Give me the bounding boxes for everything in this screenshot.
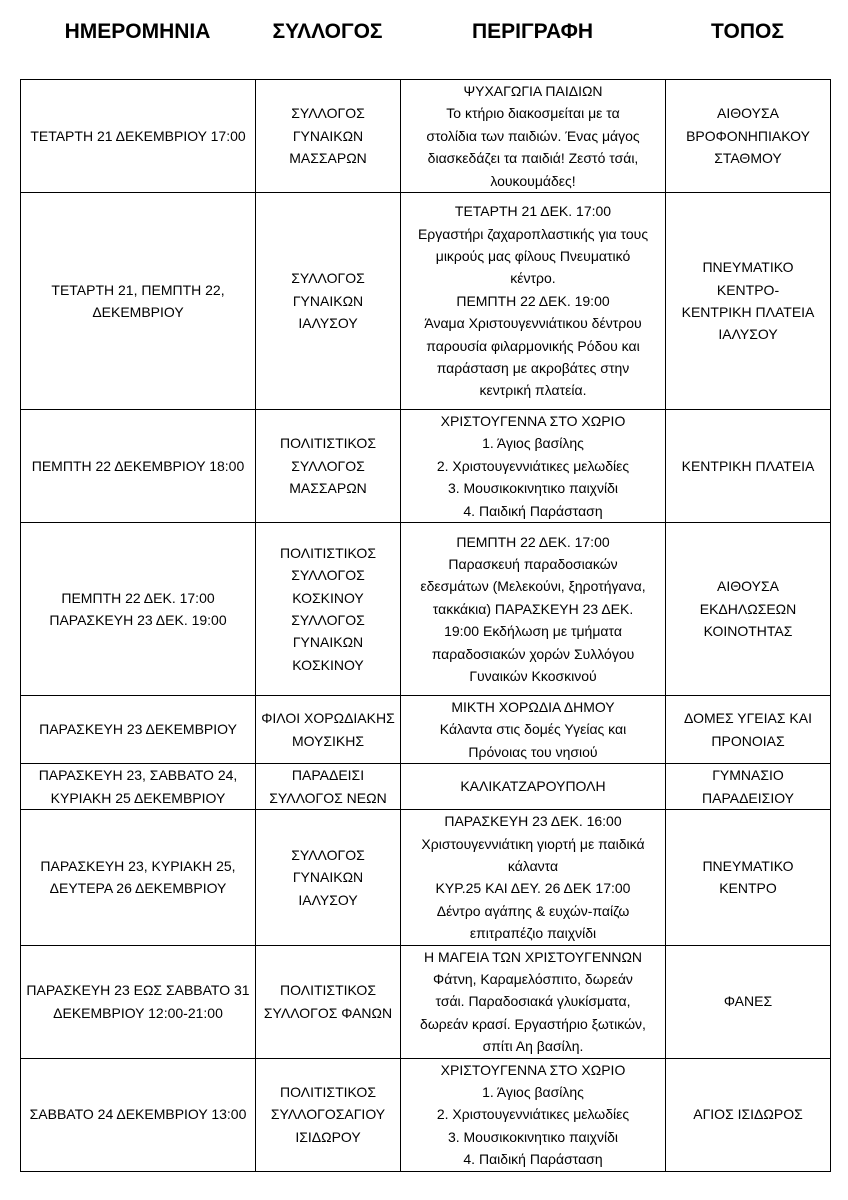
cell-text-line: κεντρική πλατεία. <box>479 382 587 399</box>
cell-text-line: ΠΕΜΠΤΗ 22 ΔΕΚ. 19:00 <box>456 292 610 309</box>
cell-text-line: παράσταση με ακροβάτες στην <box>436 360 630 377</box>
place-cell <box>666 523 831 696</box>
club-cell <box>256 945 401 1058</box>
cell-text-line: ΔΕΥΤΕΡΑ 26 ΔΕΚΕΜΒΡΙΟΥ <box>49 880 227 897</box>
events-table-body <box>21 80 831 1172</box>
cell-text-line: επιτραπέζιο παιχνίδι <box>469 925 597 942</box>
description-cell <box>401 1058 666 1171</box>
cell-text-line: ΣΤΑΘΜΟΥ <box>714 150 782 167</box>
cell-text-line: ΑΓΙΟΣ ΙΣΙΔΩΡΟΣ <box>693 1106 803 1123</box>
cell-text-line: ΚΟΣΚΙΝΟΥ <box>292 589 364 606</box>
cell-text-line: 1. Άγιος βασίλης <box>482 435 584 452</box>
cell-text-line: ΠΡΟΝΟΙΑΣ <box>711 732 785 749</box>
cell-text-line: σπίτι Αη βασίλη. <box>482 1038 584 1055</box>
cell-text-line: ΚΟΣΚΙΝΟΥ <box>292 656 364 673</box>
cell-text-line: παραδοσιακών χορών Συλλόγου <box>431 645 635 662</box>
place-cell <box>666 1058 831 1171</box>
table-row <box>21 764 831 810</box>
cell-text-line: ΚΥΡ.25 ΚΑΙ ΔΕΥ. 26 ΔΕΚ 17:00 <box>435 880 631 897</box>
cell-text-line: ΤΕΤΑΡΤΗ 21, ΠΕΜΠΤΗ 22, <box>51 281 225 298</box>
cell-text-line: ΦΑΝΕΣ <box>723 993 773 1010</box>
cell-text-line: ΜΑΣΣΑΡΩΝ <box>289 150 367 167</box>
description-cell <box>401 193 666 410</box>
cell-text-line: ΔΟΜΕΣ ΥΓΕΙΑΣ ΚΑΙ <box>684 710 812 727</box>
place-cell <box>666 193 831 410</box>
cell-text-line: ΣΥΛΛΟΓΟΣ <box>291 612 365 629</box>
club-cell <box>256 193 401 410</box>
cell-text-line: ΓΥΝΑΙΚΩΝ <box>292 292 364 309</box>
cell-text-line: ΜΑΣΣΑΡΩΝ <box>289 480 367 497</box>
header-description: ΠΕΡΙΓΡΑΦΗ <box>471 20 594 43</box>
cell-text-line: ΨΥΧΑΓΩΓΙΑ ΠΑΙΔΙΩΝ <box>463 83 603 99</box>
club-cell <box>256 764 401 810</box>
club-cell <box>256 810 401 945</box>
cell-text-line: ΤΕΤΑΡΤΗ 21 ΔΕΚΕΜΒΡΙΟΥ 17:00 <box>30 127 246 144</box>
club-cell <box>256 696 401 764</box>
date-cell <box>21 810 256 945</box>
cell-text-line: 19:00 Εκδήλωση με τμήματα <box>444 623 622 640</box>
cell-text-line: ΣΥΛΛΟΓΟΣ <box>291 846 365 863</box>
cell-text-line: 3. Μουσικοκινητικο παιχνίδι <box>447 480 619 497</box>
description-cell <box>401 696 666 764</box>
events-table <box>20 79 831 1172</box>
cell-text-line: 2. Χριστουγεννιάτικες μελωδίες <box>436 457 630 474</box>
club-cell <box>256 80 401 193</box>
cell-text-line: ΣΥΛΛΟΓΟΣ <box>291 457 365 474</box>
table-row <box>21 410 831 523</box>
cell-text-line: Πρόνοιας του νησιού <box>468 743 598 760</box>
cell-text-line: 4. Παιδική Παράσταση <box>463 502 603 519</box>
cell-text-line: 1. Άγιος βασίλης <box>482 1083 584 1100</box>
cell-text-line: ΣΥΛΛΟΓΟΣΑΓΙΟΥ <box>270 1106 386 1123</box>
cell-text-line: ΒΡΟΦΟΝΗΠΙΑΚΟΥ <box>686 127 810 144</box>
cell-text-line: ΔΕΚΕΜΒΡΙΟΥ 12:00-21:00 <box>53 1004 223 1021</box>
cell-text-line: Άναμα Χριστουγεννιάτικου δέντρου <box>424 315 642 332</box>
table-row <box>21 80 831 193</box>
cell-text-line: ΜΙΚΤΗ ΧΟΡΩΔΙΑ ΔΗΜΟΥ <box>451 699 615 716</box>
column-headers <box>0 20 848 50</box>
cell-text-line: ΙΑΛΥΣΟΥ <box>718 326 778 343</box>
cell-text-line: ΠΑΡΑΣΚΕΥΗ 23, ΚΥΡΙΑΚΗ 25, <box>40 857 236 874</box>
cell-text-line: ΣΥΛΛΟΓΟΣ <box>291 567 365 584</box>
cell-text-line: Κάλαντα στις δομές Υγείας και <box>439 721 627 738</box>
cell-text-line: ΠΑΡΑΣΚΕΥΗ 23 ΔΕΚΕΜΒΡΙΟΥ <box>39 721 237 738</box>
cell-text-line: ΚΕΝΤΡΙΚΗ ΠΛΑΤΕΙΑ <box>681 304 815 321</box>
date-cell <box>21 410 256 523</box>
description-cell <box>401 80 666 193</box>
cell-text-line: ΠΝΕΥΜΑΤΙΚΟ <box>702 857 794 874</box>
cell-text-line: διασκεδάζει τα παιδιά! Ζεστό τσάι, <box>427 150 639 167</box>
cell-text-line: 4. Παιδική Παράσταση <box>463 1151 603 1168</box>
cell-text-line: 2. Χριστουγεννιάτικες μελωδίες <box>436 1106 630 1123</box>
cell-text-line: ΚΕΝΤΡΟ <box>719 880 777 897</box>
place-cell <box>666 810 831 945</box>
cell-text-line: ΦΙΛΟΙ ΧΟΡΩΔΙΑΚΗΣ <box>261 710 395 727</box>
date-cell <box>21 1058 256 1171</box>
cell-text-line: Εργαστήρι ζαχαροπλαστικής για τους <box>417 225 649 242</box>
cell-text-line: τσάι. Παραδοσιακά γλυκίσματα, <box>435 993 631 1010</box>
cell-text-line: ΣΥΛΛΟΓΟΣ <box>291 270 365 287</box>
cell-text-line: ΠΝΕΥΜΑΤΙΚΟ <box>702 259 794 276</box>
cell-text-line: στολίδια των παιδιών. Ένας μάγος <box>426 127 640 144</box>
club-cell <box>256 410 401 523</box>
cell-text-line: ΠΟΛΙΤΙΣΤΙΚΟΣ <box>280 982 376 999</box>
cell-text-line: Δέντρο αγάπης & ευχών-παίζω <box>436 902 630 919</box>
cell-text-line: ΜΟΥΣΙΚΗΣ <box>291 732 365 749</box>
cell-text-line: ΠΕΜΠΤΗ 22 ΔΕΚ. 17:00 <box>456 533 610 550</box>
cell-text-line: ΤΕΤΑΡΤΗ 21 ΔΕΚ. 17:00 <box>454 203 612 220</box>
cell-text-line: μικρούς μας φίλους Πνευματικό <box>435 248 631 265</box>
cell-text-line: ΔΕΚΕΜΒΡΙΟΥ <box>92 304 184 321</box>
cell-text-line: τακκάκια) ΠΑΡΑΣΚΕΥΗ 23 ΔΕΚ. <box>432 600 634 617</box>
description-cell <box>401 945 666 1058</box>
place-cell <box>666 80 831 193</box>
place-cell <box>666 945 831 1058</box>
cell-text-line: ΠΟΛΙΤΙΣΤΙΚΟΣ <box>280 435 376 452</box>
cell-text-line: κέντρο. <box>510 270 556 287</box>
cell-text-line: ΑΙΘΟΥΣΑ <box>717 105 779 122</box>
cell-text-line: ΠΟΛΙΤΙΣΤΙΚΟΣ <box>280 1083 376 1100</box>
table-row <box>21 945 831 1058</box>
cell-text-line: ΚΥΡΙΑΚΗ 25 ΔΕΚΕΜΒΡΙΟΥ <box>50 789 226 806</box>
table-row <box>21 193 831 410</box>
cell-text-line: ΠΑΡΑΣΚΕΥΗ 23 ΔΕΚ. 19:00 <box>49 612 227 629</box>
place-cell <box>666 410 831 523</box>
table-row <box>21 1058 831 1171</box>
club-cell <box>256 523 401 696</box>
cell-text-line: Χριστουγεννιάτικη γιορτή με παιδικά <box>421 835 645 852</box>
date-cell <box>21 696 256 764</box>
cell-text-line: λουκουμάδες! <box>490 172 576 189</box>
description-cell <box>401 410 666 523</box>
cell-text-line: ΙΣΙΔΩΡΟΥ <box>295 1128 361 1145</box>
cell-text-line: ΙΑΛΥΣΟΥ <box>298 315 358 332</box>
description-cell <box>401 523 666 696</box>
description-cell <box>401 764 666 810</box>
cell-text-line: ΕΚΔΗΛΩΣΕΩΝ <box>699 600 797 617</box>
cell-text-line: ΙΑΛΥΣΟΥ <box>298 891 358 908</box>
cell-text-line: ΣΥΛΛΟΓΟΣ ΝΕΩΝ <box>269 789 387 806</box>
cell-text-line: Παρασκευή παραδοσιακών <box>448 556 618 573</box>
cell-text-line: ΠΑΡΑΣΚΕΥΗ 23 ΔΕΚ. 16:00 <box>444 813 622 830</box>
cell-text-line: ΠΑΡΑΣΚΕΥΗ 23 ΕΩΣ ΣΑΒΒΑΤΟ 31 <box>26 982 250 999</box>
cell-text-line: εδεσμάτων (Μελεκούνι, ξηροτήγανα, <box>420 578 646 595</box>
cell-text-line: Φάτνη, Καραμελόσπιτο, δωρεάν <box>433 970 633 987</box>
cell-text-line: ΠΟΛΙΤΙΣΤΙΚΟΣ <box>280 544 376 561</box>
cell-text-line: Το κτήριο διακοσμείται με τα <box>446 105 620 122</box>
cell-text-line: ΚΕΝΤΡΟ- <box>716 281 780 298</box>
header-place: ΤΟΠΟΣ <box>711 20 784 43</box>
cell-text-line: ΚΟΙΝΟΤΗΤΑΣ <box>703 623 793 640</box>
cell-text-line: ΚΑΛΙΚΑΤΖΑΡΟΥΠΟΛΗ <box>460 778 606 795</box>
table-row <box>21 810 831 945</box>
date-cell <box>21 80 256 193</box>
cell-text-line: ΓΥΝΑΙΚΩΝ <box>292 869 364 886</box>
date-cell <box>21 193 256 410</box>
cell-text-line: ΣΥΛΛΟΓΟΣ ΦΑΝΩΝ <box>263 1004 393 1021</box>
cell-text-line: ΓΥΝΑΙΚΩΝ <box>292 634 364 651</box>
date-cell <box>21 764 256 810</box>
header-club: ΣΥΛΛΟΓΟΣ <box>272 20 383 43</box>
header-date: ΗΜΕΡΟΜΗΝΙΑ <box>64 20 211 43</box>
cell-text-line: ΠΕΜΠΤΗ 22 ΔΕΚΕΜΒΡΙΟΥ 18:00 <box>31 457 245 474</box>
cell-text-line: παρουσία φιλαρμονικής Ρόδου και <box>426 337 640 354</box>
place-cell <box>666 696 831 764</box>
cell-text-line: ΣΥΛΛΟΓΟΣ <box>291 105 365 122</box>
cell-text-line: ΚΕΝΤΡΙΚΗ ΠΛΑΤΕΙΑ <box>681 457 815 474</box>
cell-text-line: κάλαντα <box>507 857 559 874</box>
cell-text-line: ΓΥΝΑΙΚΩΝ <box>292 127 364 144</box>
cell-text-line: Η ΜΑΓΕΙΑ ΤΩΝ ΧΡΙΣΤΟΥΓΕΝΝΩΝ <box>423 948 643 965</box>
cell-text-line: ΧΡΙΣΤΟΥΓΕΝΝΑ ΣΤΟ ΧΩΡΙΟ <box>440 413 626 430</box>
table-row <box>21 523 831 696</box>
description-cell <box>401 810 666 945</box>
club-cell <box>256 1058 401 1171</box>
table-row <box>21 696 831 764</box>
cell-text-line: ΣΑΒΒΑΤΟ 24 ΔΕΚΕΜΒΡΙΟΥ 13:00 <box>29 1106 247 1123</box>
cell-text-line: ΠΑΡΑΔΕΙΣΙ <box>291 767 365 784</box>
date-cell <box>21 945 256 1058</box>
cell-text-line: 3. Μουσικοκινητικο παιχνίδι <box>447 1128 619 1145</box>
cell-text-line: ΠΑΡΑΣΚΕΥΗ 23, ΣΑΒΒΑΤΟ 24, <box>38 767 238 784</box>
date-cell <box>21 523 256 696</box>
place-cell <box>666 764 831 810</box>
cell-text-line: ΠΕΜΠΤΗ 22 ΔΕΚ. 17:00 <box>61 589 215 606</box>
cell-text-line: ΑΙΘΟΥΣΑ <box>717 578 779 595</box>
cell-text-line: ΓΥΜΝΑΣΙΟ <box>712 767 784 784</box>
cell-text-line: ΧΡΙΣΤΟΥΓΕΝΝΑ ΣΤΟ ΧΩΡΙΟ <box>440 1061 626 1078</box>
cell-text-line: δωρεάν κρασί. Εργαστήριο ξωτικών, <box>420 1015 646 1032</box>
cell-text-line: Γυναικών Κκοσκινού <box>469 668 597 685</box>
cell-text-line: ΠΑΡΑΔΕΙΣΙΟΥ <box>702 789 794 806</box>
